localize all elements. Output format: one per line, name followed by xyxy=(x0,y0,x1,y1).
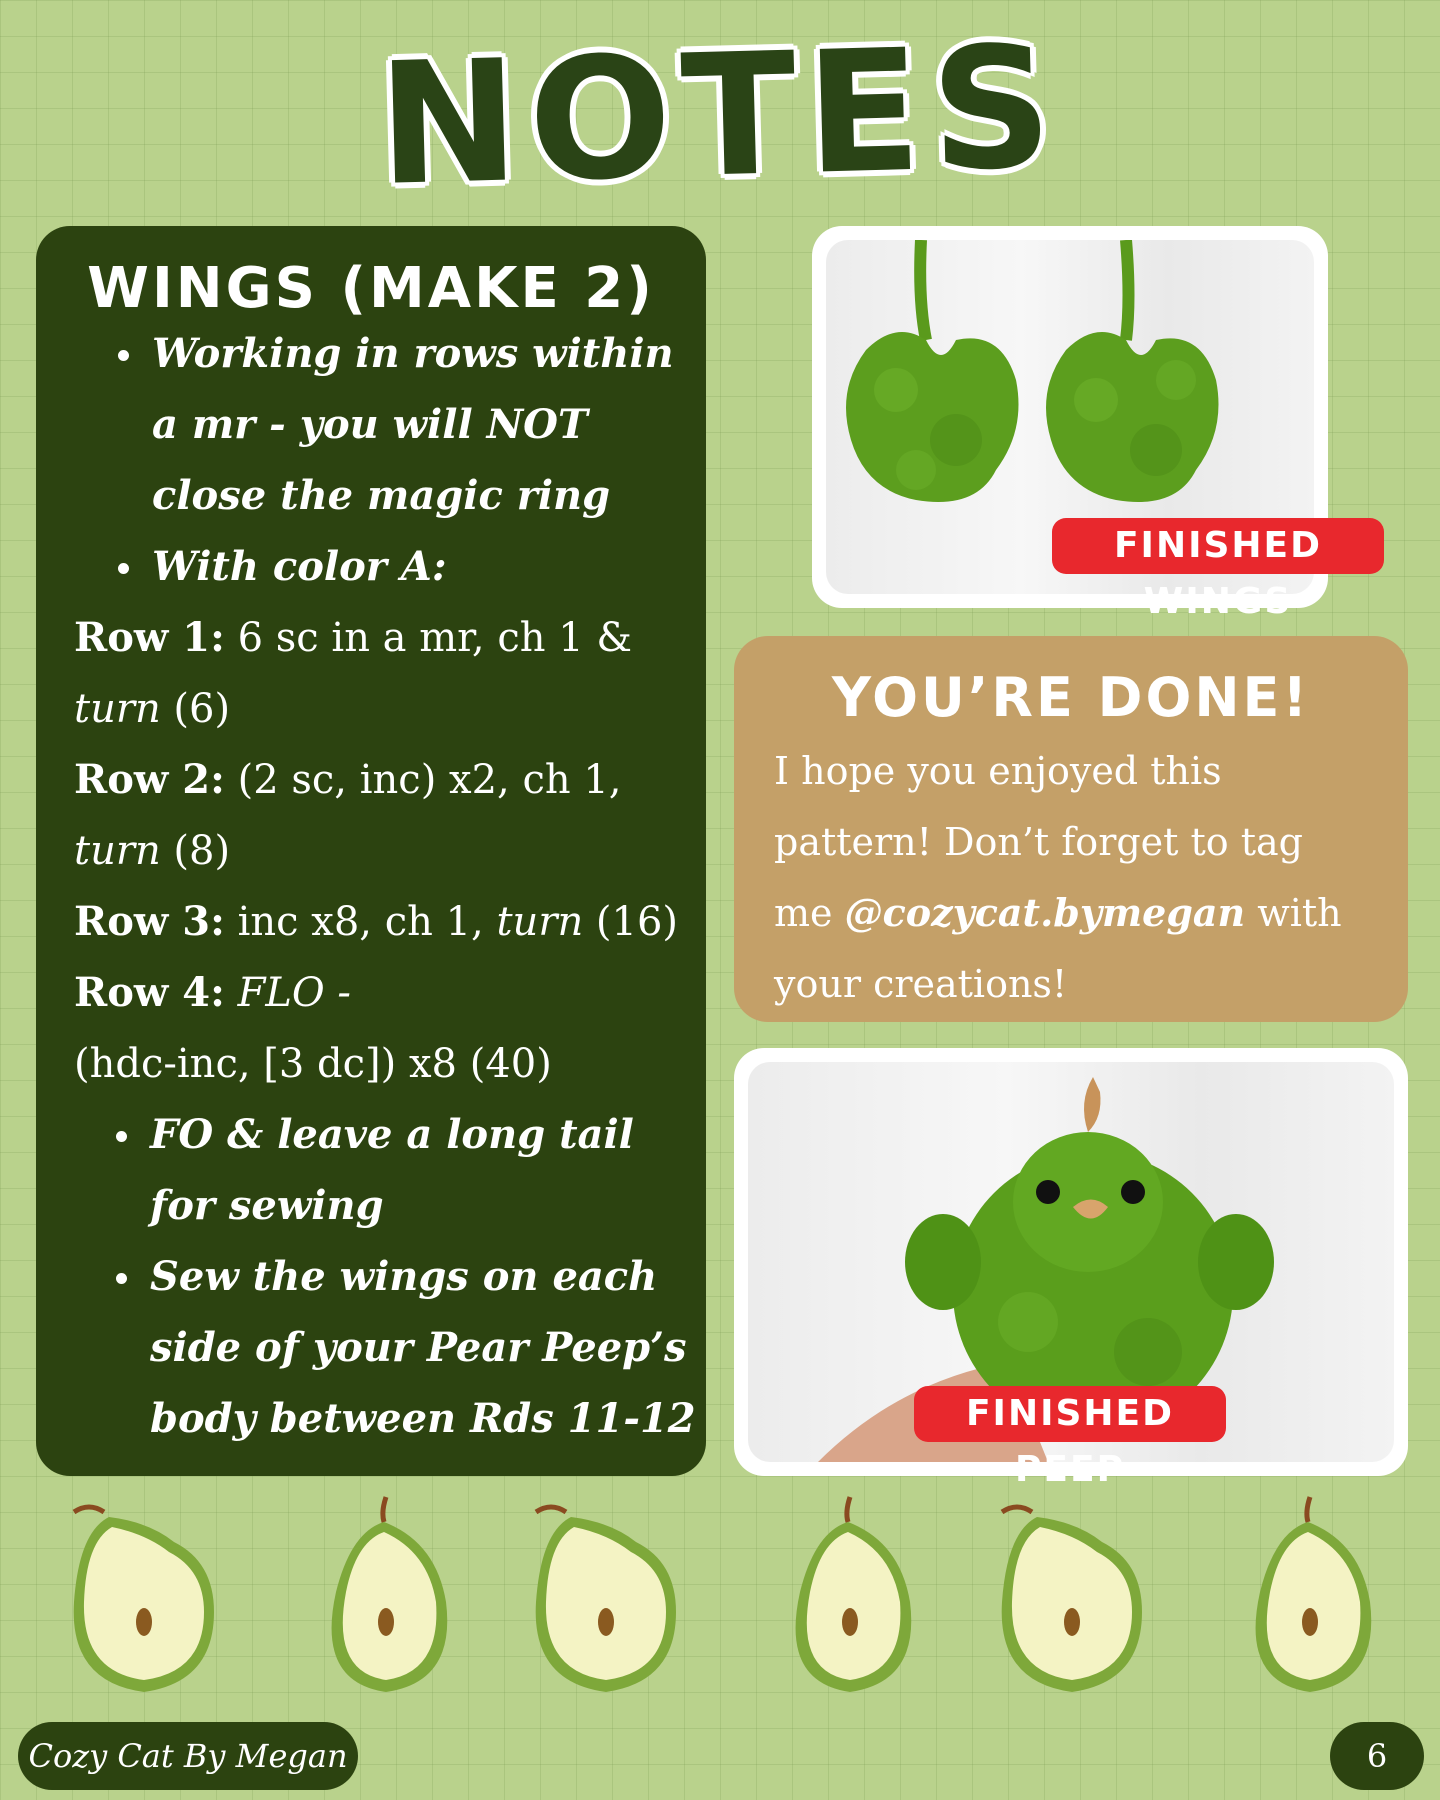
youre-done-panel xyxy=(734,636,1408,1022)
row1-count: (6) xyxy=(160,686,231,732)
footer-brand: Cozy Cat By Megan xyxy=(18,1722,358,1790)
done-line3-pre: me xyxy=(774,891,845,935)
pear-half-icon xyxy=(770,1492,930,1702)
instagram-handle-link[interactable]: @cozycat.bymegan xyxy=(844,890,1246,935)
row1-line2 xyxy=(74,685,230,733)
row3-text: inc x8, ch 1, xyxy=(224,899,497,945)
bullet-sew-line3: body between Rds 11-12 xyxy=(150,1395,696,1442)
pear-half-icon xyxy=(1230,1492,1390,1702)
row2-label: Row 2: xyxy=(74,756,225,803)
row4-line xyxy=(74,969,351,1017)
done-line4: your creations! xyxy=(774,962,1068,1006)
bullet-sew-line2: side of your Pear Peep’s xyxy=(150,1324,687,1371)
row3-turn: turn xyxy=(496,899,584,945)
wings-heading: WINGS (MAKE 2) xyxy=(87,256,655,321)
row3-label: Row 3: xyxy=(74,898,225,945)
done-heading: YOU’RE DONE! xyxy=(831,666,1311,729)
bullet-fo-line2: for sewing xyxy=(150,1182,384,1229)
row1-turn: turn xyxy=(74,686,161,732)
bullet-color-a: With color A: xyxy=(152,543,447,590)
row1-line xyxy=(74,614,632,662)
row4-line2: (hdc-inc, [3 dc]) x8 (40) xyxy=(74,1041,552,1087)
row4-label: Row 4: xyxy=(74,969,225,1016)
wings-instructions-panel xyxy=(36,226,706,1476)
pear-half-icon xyxy=(526,1492,686,1702)
bullet-sew-line1: Sew the wings on each xyxy=(150,1253,658,1300)
row2-line xyxy=(74,756,622,804)
page-title: NOTES xyxy=(375,9,1065,223)
done-line3 xyxy=(774,890,1342,936)
bullet-rows-line3: close the magic ring xyxy=(152,472,611,519)
row2-text: (2 sc, inc) x2, ch 1, xyxy=(224,757,622,803)
page-number: 6 xyxy=(1330,1722,1424,1790)
row3-line xyxy=(74,898,678,946)
done-line2: pattern! Don’t forget to tag xyxy=(774,820,1303,864)
row2-line2 xyxy=(74,827,230,875)
bullet-rows-line1: Working in rows within xyxy=(152,330,674,377)
row4-flo: FLO - xyxy=(224,970,351,1016)
bullet-fo-line1: FO & leave a long tail xyxy=(150,1111,634,1158)
finished-wings-tag: FINISHED WINGS xyxy=(1052,518,1384,574)
row1-text: 6 sc in a mr, ch 1 & xyxy=(224,615,632,661)
bullet-rows-line2: a mr - you will NOT xyxy=(152,401,588,448)
done-line1: I hope you enjoyed this xyxy=(774,749,1222,793)
row1-label: Row 1: xyxy=(74,614,225,661)
pear-half-icon xyxy=(306,1492,466,1702)
done-line3-post: with xyxy=(1245,891,1342,935)
row3-count: (16) xyxy=(583,899,679,945)
finished-peep-tag: FINISHED PEEP xyxy=(914,1386,1226,1442)
row2-turn: turn xyxy=(74,828,161,874)
pear-half-icon xyxy=(992,1492,1152,1702)
pear-half-icon xyxy=(64,1492,224,1702)
row2-count: (8) xyxy=(160,828,231,874)
